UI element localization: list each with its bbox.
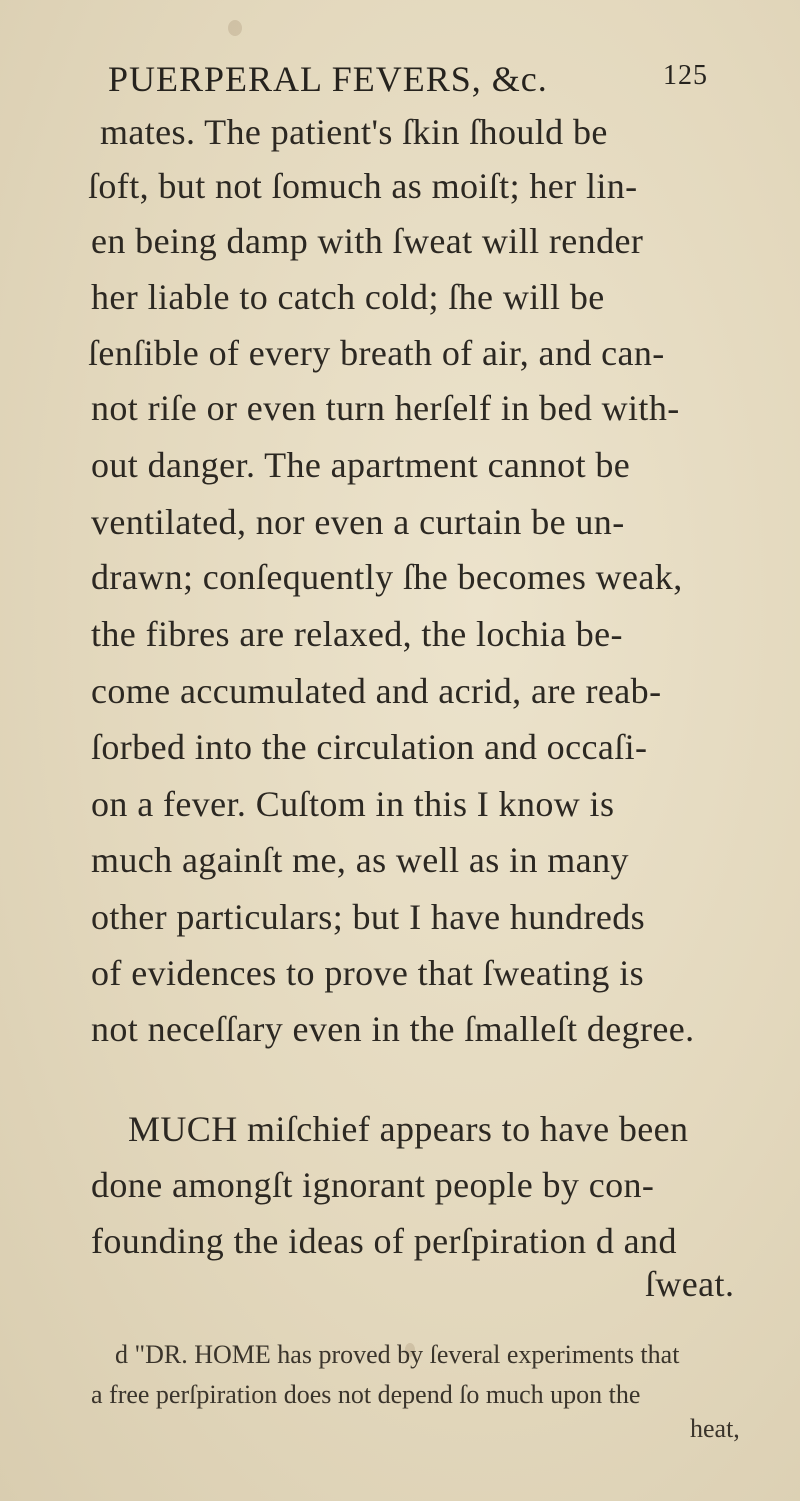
- footnote-line: a free perſpiration does not depend ſo much upon the: [91, 1380, 641, 1409]
- footnote-line: heat,: [690, 1414, 740, 1443]
- text-line: en being damp with ſweat will render: [91, 221, 644, 261]
- text-line: founding the ideas of perſpiration d and: [91, 1221, 677, 1261]
- text-line: the fibres are relaxed, the lochia be-: [91, 614, 623, 654]
- text-line: her liable to catch cold; ſhe will be: [91, 277, 605, 317]
- text-line: not neceſſary even in the ſmalleſt degree.: [91, 1009, 695, 1049]
- footnote-line: d "DR. HOME has proved by ſeveral experiments that: [115, 1340, 680, 1369]
- text-line: drawn; conſequently ſhe becomes weak,: [91, 557, 683, 597]
- text-line: come accumulated and acrid, are reab-: [91, 671, 662, 711]
- text-line: other particulars; but I have hundreds: [91, 897, 646, 937]
- text-line: mates. The patient's ſkin ſhould be: [100, 112, 608, 152]
- text-line: not riſe or even turn herſelf in bed with-: [91, 388, 680, 428]
- text-line: much againſt me, as well as in many: [91, 840, 629, 880]
- text-line: done amongſt ignorant people by con-: [91, 1165, 655, 1205]
- text-line: ſenſible of every breath of air, and can-: [88, 333, 665, 373]
- text-line: ſoft, but not ſomuch as moiſt; her lin-: [88, 166, 638, 206]
- text-line: out danger. The apartment cannot be: [91, 445, 631, 485]
- paper-stain: [228, 20, 242, 36]
- running-title: PUERPERAL FEVERS, &c.: [108, 59, 548, 99]
- text-line: ſorbed into the circulation and occaſi-: [91, 727, 648, 767]
- text-line: MUCH miſchief appears to have been: [128, 1109, 689, 1149]
- text-line: ventilated, nor even a curtain be un-: [91, 502, 625, 542]
- text-line: on a fever. Cuſtom in this I know is: [91, 784, 615, 824]
- page-number: 125: [663, 60, 708, 91]
- running-header: [108, 58, 768, 108]
- text-line: of evidences to prove that ſweating is: [91, 953, 645, 993]
- text-line: ſweat.: [645, 1264, 735, 1304]
